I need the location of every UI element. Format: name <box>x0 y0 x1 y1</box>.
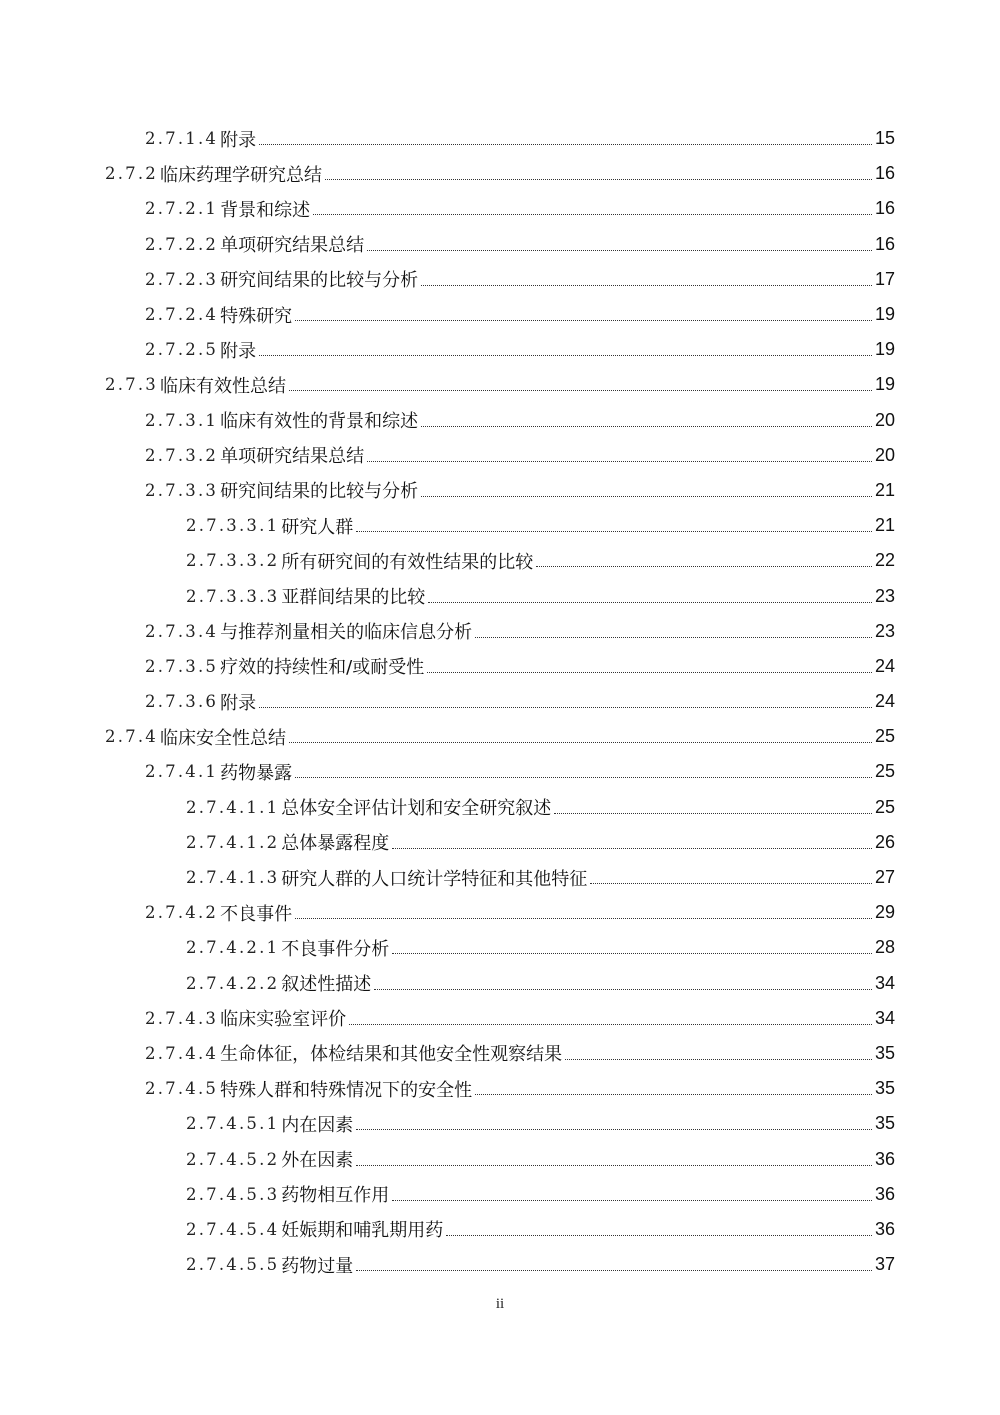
toc-entry-page-number: 25 <box>874 726 895 747</box>
toc-entry-number: 2.7.3.2 <box>145 445 219 465</box>
toc-dot-leader <box>367 250 872 251</box>
toc-entry-title: 研究人群的人口统计学特征和其他特征 <box>281 868 588 890</box>
table-of-contents <box>0 121 1000 1282</box>
toc-entry-title: 亚群间结果的比较 <box>281 587 426 609</box>
toc-entry[interactable] <box>0 614 1000 649</box>
toc-dot-leader <box>536 566 872 567</box>
toc-entry-number: 2.7.4.1 <box>145 762 219 782</box>
toc-entry-title: 妊娠期和哺乳期用药 <box>281 1220 444 1242</box>
toc-entry-page-number: 25 <box>874 796 895 817</box>
toc-entry[interactable] <box>0 754 1000 789</box>
toc-entry-page-number: 37 <box>874 1254 895 1275</box>
toc-entry-page-number: 36 <box>874 1183 895 1204</box>
toc-entry-page-number: 23 <box>874 585 895 606</box>
toc-entry-title: 研究人群 <box>281 516 354 538</box>
toc-entry-page-number: 20 <box>874 444 895 465</box>
toc-entry-page-number: 16 <box>874 198 895 219</box>
toc-dot-leader <box>392 1200 872 1201</box>
toc-dot-leader <box>295 777 872 778</box>
toc-entry-page-number: 22 <box>874 550 895 571</box>
toc-entry-title: 单项研究结果总结 <box>220 235 365 257</box>
toc-entry-title: 药物过量 <box>281 1255 354 1277</box>
toc-entry-title: 叙述性描述 <box>281 974 372 996</box>
toc-entry[interactable] <box>0 262 1000 297</box>
toc-entry-number: 2.7.4.5.1 <box>186 1114 280 1134</box>
toc-entry-page-number: 19 <box>874 339 895 360</box>
toc-entry[interactable] <box>0 508 1000 543</box>
toc-dot-leader <box>259 355 872 356</box>
toc-dot-leader <box>421 426 872 427</box>
toc-dot-leader <box>349 1024 872 1025</box>
toc-entry[interactable] <box>0 543 1000 578</box>
toc-entry[interactable] <box>0 1001 1000 1036</box>
toc-entry-title: 生命体征，体检结果和其他安全性观察结果 <box>220 1044 563 1066</box>
toc-entry-page-number: 15 <box>874 128 895 149</box>
toc-entry-page-number: 23 <box>874 620 895 641</box>
toc-entry-title: 总体暴露程度 <box>281 833 390 855</box>
toc-entry-number: 2.7.4.5 <box>145 1079 219 1099</box>
toc-dot-leader <box>428 602 872 603</box>
toc-entry-number: 2.7.4.2.2 <box>186 973 280 993</box>
toc-dot-leader <box>259 707 872 708</box>
toc-entry-title: 药物相互作用 <box>281 1185 390 1207</box>
toc-entry[interactable] <box>0 473 1000 508</box>
toc-entry[interactable] <box>0 1141 1000 1176</box>
toc-dot-leader <box>295 918 872 919</box>
toc-entry-title: 临床安全性总结 <box>159 727 286 749</box>
toc-dot-leader <box>356 1129 872 1130</box>
toc-entry[interactable] <box>0 649 1000 684</box>
toc-entry[interactable] <box>0 227 1000 262</box>
toc-dot-leader <box>259 144 872 145</box>
toc-entry-number: 2.7.4.5.3 <box>186 1184 280 1204</box>
toc-entry-number: 2.7.4.4 <box>145 1043 219 1063</box>
toc-entry-page-number: 36 <box>874 1218 895 1239</box>
toc-entry-page-number: 25 <box>874 761 895 782</box>
toc-entry-page-number: 24 <box>874 691 895 712</box>
toc-entry-page-number: 24 <box>874 655 895 676</box>
toc-entry-number: 2.7.1.4 <box>145 129 219 149</box>
toc-entry[interactable] <box>0 825 1000 860</box>
toc-entry-title: 不良事件分析 <box>281 938 390 960</box>
toc-entry-page-number: 26 <box>874 831 895 852</box>
toc-entry-page-number: 35 <box>874 1113 895 1134</box>
toc-dot-leader <box>421 496 872 497</box>
page-number: ii <box>495 1296 505 1312</box>
toc-entry-number: 2.7.3.5 <box>145 656 219 676</box>
toc-entry[interactable] <box>0 156 1000 191</box>
toc-entry-title: 内在因素 <box>281 1114 354 1136</box>
toc-entry-title: 临床实验室评价 <box>220 1009 347 1031</box>
toc-entry[interactable] <box>0 438 1000 473</box>
toc-dot-leader <box>475 637 872 638</box>
toc-entry-number: 2.7.4.3 <box>145 1008 219 1028</box>
toc-dot-leader <box>392 953 872 954</box>
toc-entry[interactable] <box>0 191 1000 226</box>
toc-entry-number: 2.7.2.4 <box>145 305 219 325</box>
toc-dot-leader <box>325 179 872 180</box>
toc-entry-page-number: 17 <box>874 268 895 289</box>
toc-entry-number: 2.7.4.2.1 <box>186 938 280 958</box>
toc-entry[interactable] <box>0 684 1000 719</box>
toc-entry[interactable] <box>0 332 1000 367</box>
toc-entry-number: 2.7.4 <box>105 727 158 747</box>
toc-entry-number: 2.7.2.1 <box>145 199 219 219</box>
toc-entry-title: 外在因素 <box>281 1150 354 1172</box>
toc-entry-page-number: 19 <box>874 304 895 325</box>
toc-entry-page-number: 16 <box>874 233 895 254</box>
toc-entry-number: 2.7.3.1 <box>145 410 219 430</box>
toc-entry[interactable] <box>0 930 1000 965</box>
toc-entry-title: 附录 <box>220 340 257 362</box>
toc-entry[interactable] <box>0 1036 1000 1071</box>
toc-entry-number: 2.7.3.6 <box>145 692 219 712</box>
toc-entry[interactable] <box>0 297 1000 332</box>
toc-dot-leader <box>421 285 872 286</box>
toc-dot-leader <box>392 848 872 849</box>
toc-dot-leader <box>289 390 872 391</box>
toc-dot-leader <box>356 1270 872 1271</box>
toc-entry-number: 2.7.4.5.5 <box>186 1255 280 1275</box>
toc-entry-number: 2.7.2 <box>105 164 158 184</box>
toc-dot-leader <box>475 1094 872 1095</box>
toc-dot-leader <box>554 813 872 814</box>
toc-entry-title: 所有研究间的有效性结果的比较 <box>281 551 534 573</box>
toc-entry[interactable] <box>0 367 1000 402</box>
toc-entry[interactable] <box>0 403 1000 438</box>
toc-entry-title: 研究间结果的比较与分析 <box>220 270 419 292</box>
toc-dot-leader <box>590 883 872 884</box>
toc-entry-title: 疗效的持续性和/或耐受性 <box>220 657 425 679</box>
toc-entry[interactable] <box>0 1177 1000 1212</box>
toc-dot-leader <box>374 989 872 990</box>
toc-dot-leader <box>289 742 872 743</box>
toc-dot-leader <box>356 1165 872 1166</box>
toc-entry-title: 总体安全评估计划和安全研究叙述 <box>281 798 552 820</box>
toc-entry[interactable] <box>0 895 1000 930</box>
toc-entry[interactable] <box>0 1106 1000 1141</box>
toc-entry-title: 单项研究结果总结 <box>220 446 365 468</box>
toc-entry[interactable] <box>0 121 1000 156</box>
toc-entry-title: 特殊研究 <box>220 305 293 327</box>
toc-entry-title: 与推荐剂量相关的临床信息分析 <box>220 622 473 644</box>
toc-entry[interactable] <box>0 1212 1000 1247</box>
toc-entry-title: 附录 <box>220 129 257 151</box>
toc-entry[interactable] <box>0 1071 1000 1106</box>
toc-entry-title: 特殊人群和特殊情况下的安全性 <box>220 1079 473 1101</box>
toc-entry-page-number: 20 <box>874 409 895 430</box>
toc-entry-number: 2.7.2.2 <box>145 234 219 254</box>
toc-dot-leader <box>367 461 872 462</box>
toc-dot-leader <box>295 320 872 321</box>
toc-dot-leader <box>565 1059 872 1060</box>
toc-entry-title: 临床药理学研究总结 <box>159 164 322 186</box>
toc-entry-number: 2.7.4.2 <box>145 903 219 923</box>
toc-entry-number: 2.7.4.1.3 <box>186 868 280 888</box>
toc-entry[interactable] <box>0 578 1000 613</box>
toc-entry-page-number: 16 <box>874 163 895 184</box>
toc-dot-leader <box>313 214 872 215</box>
toc-entry[interactable] <box>0 790 1000 825</box>
toc-entry-number: 2.7.4.1.2 <box>186 832 280 852</box>
toc-entry-page-number: 34 <box>874 1007 895 1028</box>
toc-entry-number: 2.7.2.3 <box>145 269 219 289</box>
toc-entry-number: 2.7.4.5.4 <box>186 1219 280 1239</box>
toc-entry-number: 2.7.3 <box>105 375 158 395</box>
toc-dot-leader <box>427 672 872 673</box>
toc-entry-page-number: 35 <box>874 1042 895 1063</box>
toc-entry-title: 背景和综述 <box>220 199 311 221</box>
toc-entry-title: 研究间结果的比较与分析 <box>220 481 419 503</box>
toc-entry-number: 2.7.2.5 <box>145 340 219 360</box>
toc-entry-page-number: 28 <box>874 937 895 958</box>
toc-entry-title: 附录 <box>220 692 257 714</box>
toc-entry[interactable] <box>0 966 1000 1001</box>
toc-entry-page-number: 21 <box>874 479 895 500</box>
toc-entry[interactable] <box>0 1247 1000 1282</box>
toc-entry-number: 2.7.3.3 <box>145 480 219 500</box>
toc-entry-number: 2.7.3.4 <box>145 621 219 641</box>
toc-entry-number: 2.7.3.3.2 <box>186 551 280 571</box>
toc-entry[interactable] <box>0 719 1000 754</box>
toc-entry-page-number: 36 <box>874 1148 895 1169</box>
toc-entry-page-number: 34 <box>874 972 895 993</box>
toc-entry[interactable] <box>0 860 1000 895</box>
toc-entry-title: 临床有效性总结 <box>159 375 286 397</box>
toc-entry-number: 2.7.3.3.3 <box>186 586 280 606</box>
toc-entry-page-number: 29 <box>874 902 895 923</box>
toc-entry-page-number: 35 <box>874 1078 895 1099</box>
toc-entry-title: 药物暴露 <box>220 762 293 784</box>
toc-entry-number: 2.7.4.1.1 <box>186 797 280 817</box>
toc-entry-title: 不良事件 <box>220 903 293 925</box>
toc-dot-leader <box>446 1235 872 1236</box>
toc-dot-leader <box>356 531 872 532</box>
toc-entry-number: 2.7.4.5.2 <box>186 1149 280 1169</box>
toc-entry-page-number: 27 <box>874 867 895 888</box>
toc-entry-page-number: 21 <box>874 515 895 536</box>
toc-entry-number: 2.7.3.3.1 <box>186 516 280 536</box>
toc-entry-title: 临床有效性的背景和综述 <box>220 411 419 433</box>
toc-entry-page-number: 19 <box>874 374 895 395</box>
